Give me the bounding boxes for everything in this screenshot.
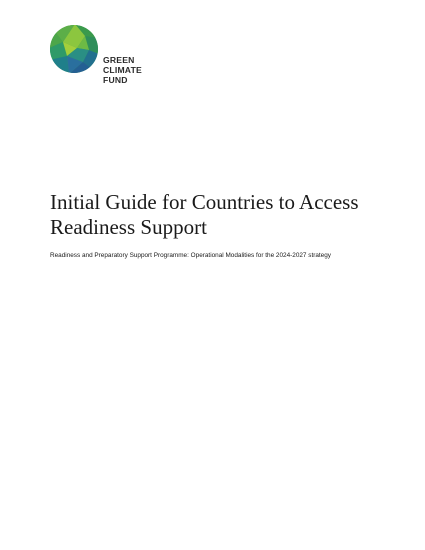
logo-line-climate: CLIMATE bbox=[103, 65, 142, 75]
gcf-logo bbox=[49, 24, 159, 88]
logo-line-green: GREEN bbox=[103, 55, 135, 65]
gcf-logo-text bbox=[103, 55, 142, 85]
document-title-line-2: Readiness Support bbox=[50, 215, 207, 239]
gcf-globe-icon bbox=[49, 24, 99, 74]
document-title bbox=[50, 190, 390, 240]
document-title-line-1: Initial Guide for Countries to Access bbox=[50, 190, 359, 214]
document-subtitle: Readiness and Preparatory Support Programme: Operational Modalities for the 2024-2027 strategy bbox=[50, 252, 331, 259]
logo-line-fund: FUND bbox=[103, 75, 128, 85]
